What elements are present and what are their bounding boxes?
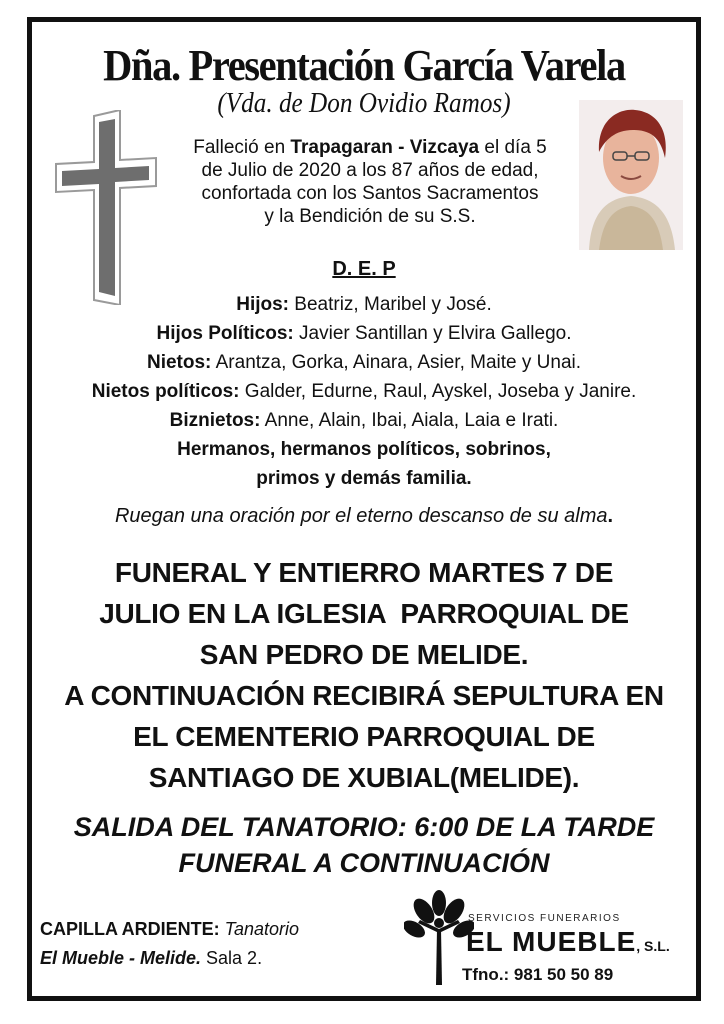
death-line-2: de Julio de 2020 a los 87 años de edad, <box>201 160 539 181</box>
death-line-3: confortada con los Santos Sacramentos <box>201 183 539 204</box>
logo-phone: Tfno.: 981 50 50 89 <box>462 965 614 984</box>
obituary-frame <box>27 17 701 1001</box>
deceased-name: Dña. Presentación García Varela <box>103 41 625 90</box>
funeral-line-6: SANTIAGO DE XUBIAL(MELIDE). <box>148 762 580 793</box>
death-place: Trapagaran - Vizcaya <box>290 137 480 158</box>
funeral-line-5: EL CEMENTERIO PARROQUIAL DE <box>133 721 595 752</box>
funeral-details <box>32 552 696 798</box>
funeral-line-4: A CONTINUACIÓN RECIBIRÁ SEPULTURA EN <box>64 680 664 711</box>
logo-brand: EL MUEBLE, S.L. <box>466 926 670 957</box>
family-nietos: Nietos: Arantza, Gorka, Ainara, Asier, Maite y Unai. <box>146 352 582 373</box>
family-hijos: Hijos: Beatriz, Maribel y José. <box>236 294 492 315</box>
funeral-line-3: SAN PEDRO DE MELIDE. <box>199 639 529 670</box>
chapel-line-2: El Mueble - Melide. Sala 2. <box>40 948 263 968</box>
departure-details <box>32 809 696 881</box>
death-notice <box>150 136 590 228</box>
salida-line-1: SALIDA DEL TANATORIO: 6:00 DE LA TARDE <box>73 812 655 842</box>
family-others-2: primos y demás familia. <box>256 468 472 489</box>
family-hijos-politicos: Hijos Políticos: Javier Santillan y Elvira Gallego. <box>156 323 572 344</box>
death-line-4: y la Bendición de su S.S. <box>264 206 476 227</box>
funeral-home-logo <box>404 889 694 989</box>
salida-line-2: FUNERAL A CONTINUACIÓN <box>178 848 550 878</box>
family-list <box>32 290 696 493</box>
family-others-1: Hermanos, hermanos políticos, sobrinos, <box>177 439 551 460</box>
logo-services: SERVICIOS FUNERARIOS <box>468 913 621 924</box>
portrait-photo <box>579 100 683 250</box>
funeral-line-2: JULIO EN LA IGLESIA PARROQUIAL DE <box>99 598 629 629</box>
portrait-figure <box>579 100 683 250</box>
family-nietos-politicos: Nietos políticos: Galder, Edurne, Raul, Ayskel, Joseba y Janire. <box>91 381 637 402</box>
funeral-line-1: FUNERAL Y ENTIERRO MARTES 7 DE <box>114 557 614 588</box>
widow-of-line: (Vda. de Don Ovidio Ramos) <box>217 88 511 119</box>
prayer-line: Ruegan una oración por el eterno descanso de su alma. <box>114 505 614 527</box>
chapel-info <box>40 915 380 973</box>
death-line-1: Falleció en Trapagaran - Vizcaya el día 5 <box>193 137 547 158</box>
family-biznietos: Biznietos: Anne, Alain, Ibai, Aiala, Laia e Irati. <box>169 410 559 431</box>
chapel-line-1: CAPILLA ARDIENTE: Tanatorio <box>40 919 300 939</box>
dep-heading: D. E. P <box>332 258 396 280</box>
